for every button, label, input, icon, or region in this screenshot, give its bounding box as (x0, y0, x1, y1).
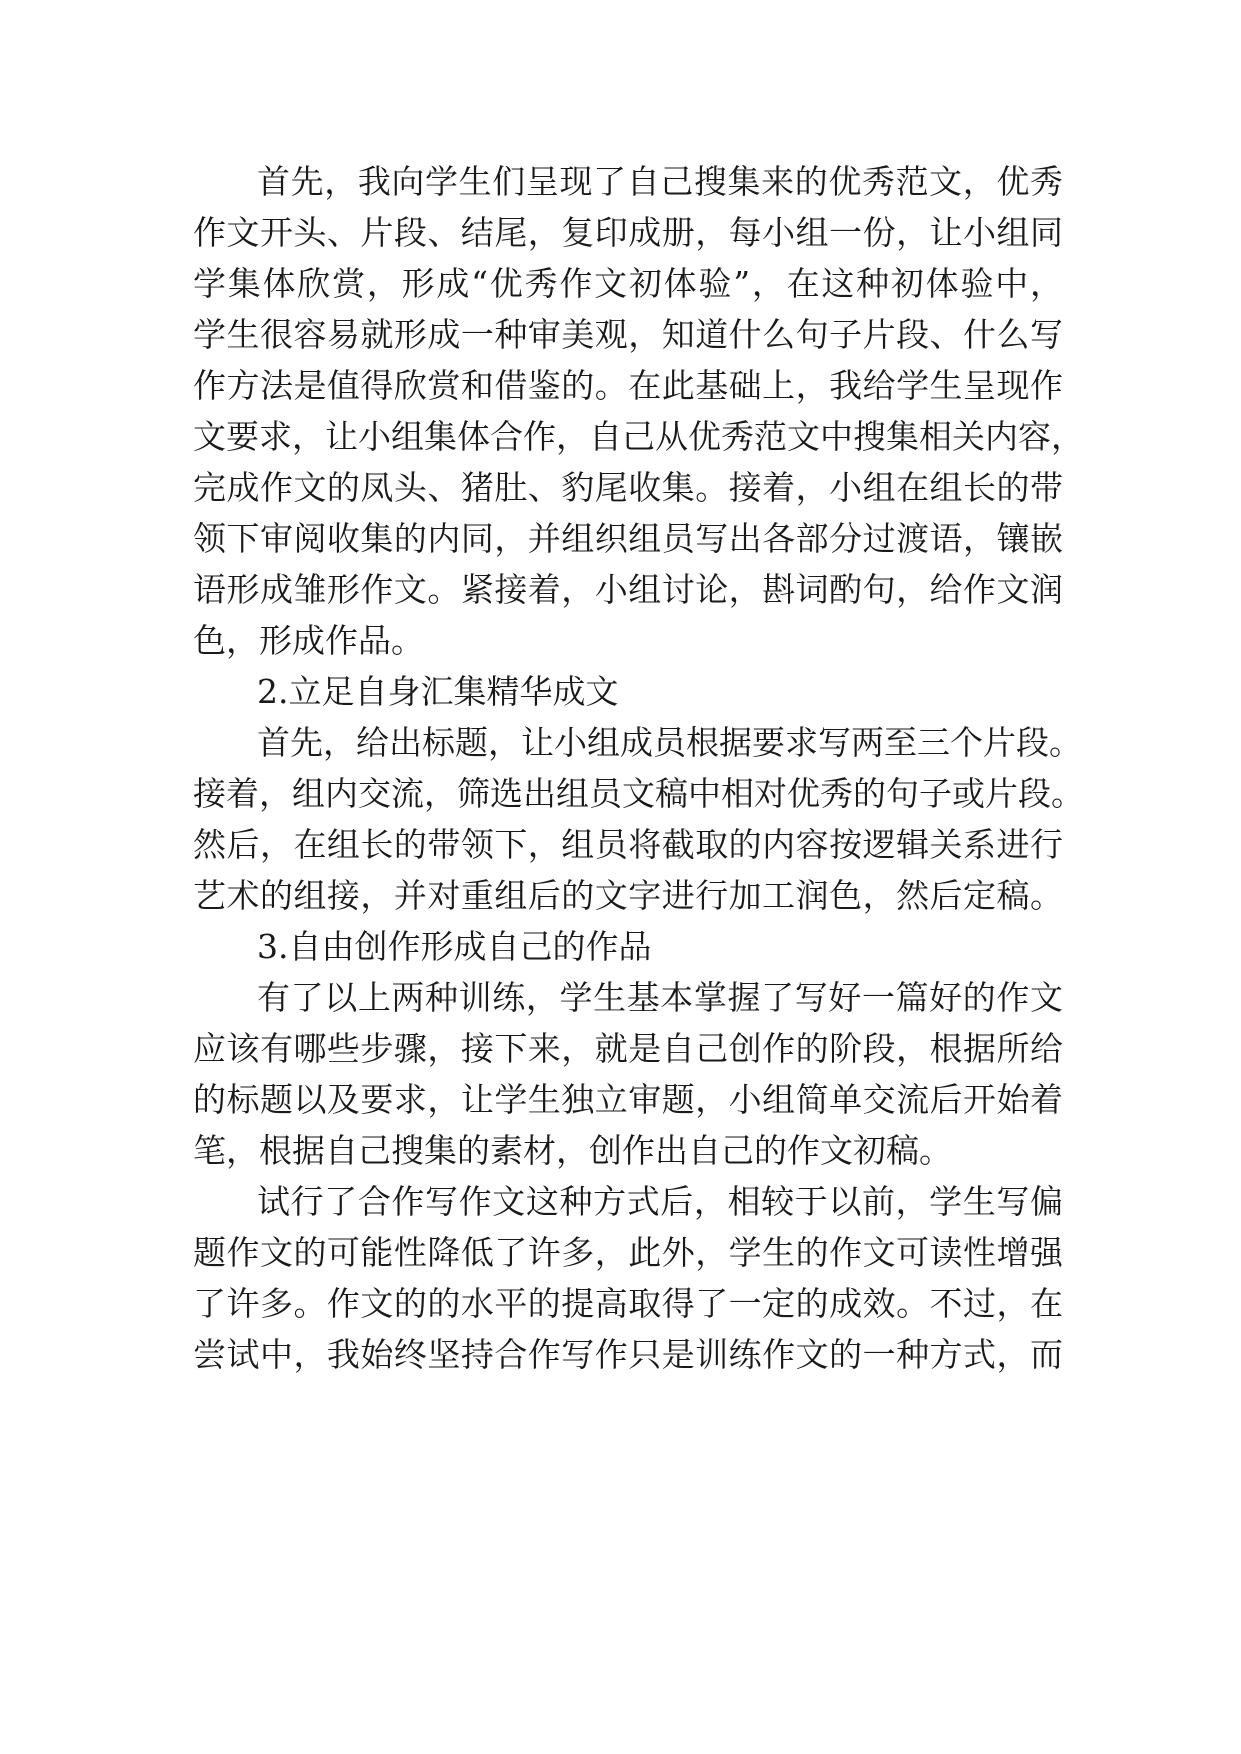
text-line: 作方法是值得欣赏和借鉴的。在此基础上，我给学生呈现作 (193, 366, 1063, 405)
section-heading: 3.自由创作形成自己的作品 (257, 927, 652, 966)
text-line: 接着，组内交流，筛选出组员文稿中相对优秀的句子或片段。 (193, 774, 1084, 813)
text-line: 完成作文的凤头、猪肚、豹尾收集。接着，小组在组长的带 (193, 468, 1063, 507)
text-line: 学集体欣赏，形成“优秀作文初体验”，在这种初体验中， (193, 264, 1063, 303)
text-line: 试行了合作写作文这种方式后，相较于以前，学生写偏 (257, 1182, 1063, 1221)
text-line: 题作文的可能性降低了许多，此外，学生的作文可读性增强 (193, 1233, 1063, 1272)
text-line: 色，形成作品。 (193, 621, 424, 660)
text-line: 应该有哪些步骤，接下来，就是自己创作的阶段，根据所给 (193, 1029, 1063, 1068)
text-line: 作文开头、片段、结尾，复印成册，每小组一份，让小组同 (193, 213, 1063, 252)
section-heading: 2.立足自身汇集精华成文 (257, 672, 619, 711)
text-line: 首先，我向学生们呈现了自己搜集来的优秀范文，优秀 (257, 162, 1063, 201)
text-line: 艺术的组接，并对重组后的文字进行加工润色，然后定稿。 (193, 876, 1063, 915)
text-line: 然后，在组长的带领下，组员将截取的内容按逻辑关系进行 (193, 825, 1063, 864)
text-line: 文要求，让小组集体合作，自己从优秀范文中搜集相关内容， (193, 417, 1084, 456)
text-line: 笔，根据自己搜集的素材，创作出自己的作文初稿。 (193, 1131, 952, 1170)
text-line: 有了以上两种训练，学生基本掌握了写好一篇好的作文 (257, 978, 1063, 1017)
text-line: 领下审阅收集的内同，并组织组员写出各部分过渡语，镶嵌 (193, 519, 1063, 558)
text-line: 首先，给出标题，让小组成员根据要求写两至三个片段。 (257, 723, 1082, 762)
text-line: 尝试中，我始终坚持合作写作只是训练作文的一种方式，而 (193, 1335, 1063, 1374)
text-line: 语形成雏形作文。紧接着，小组讨论，斟词酌句，给作文润 (193, 570, 1063, 609)
text-line: 的标题以及要求，让学生独立审题，小组简单交流后开始着 (193, 1080, 1063, 1119)
text-line: 了许多。作文的的水平的提高取得了一定的成效。不过，在 (193, 1284, 1063, 1323)
text-line: 学生很容易就形成一种审美观，知道什么句子片段、什么写 (193, 315, 1063, 354)
